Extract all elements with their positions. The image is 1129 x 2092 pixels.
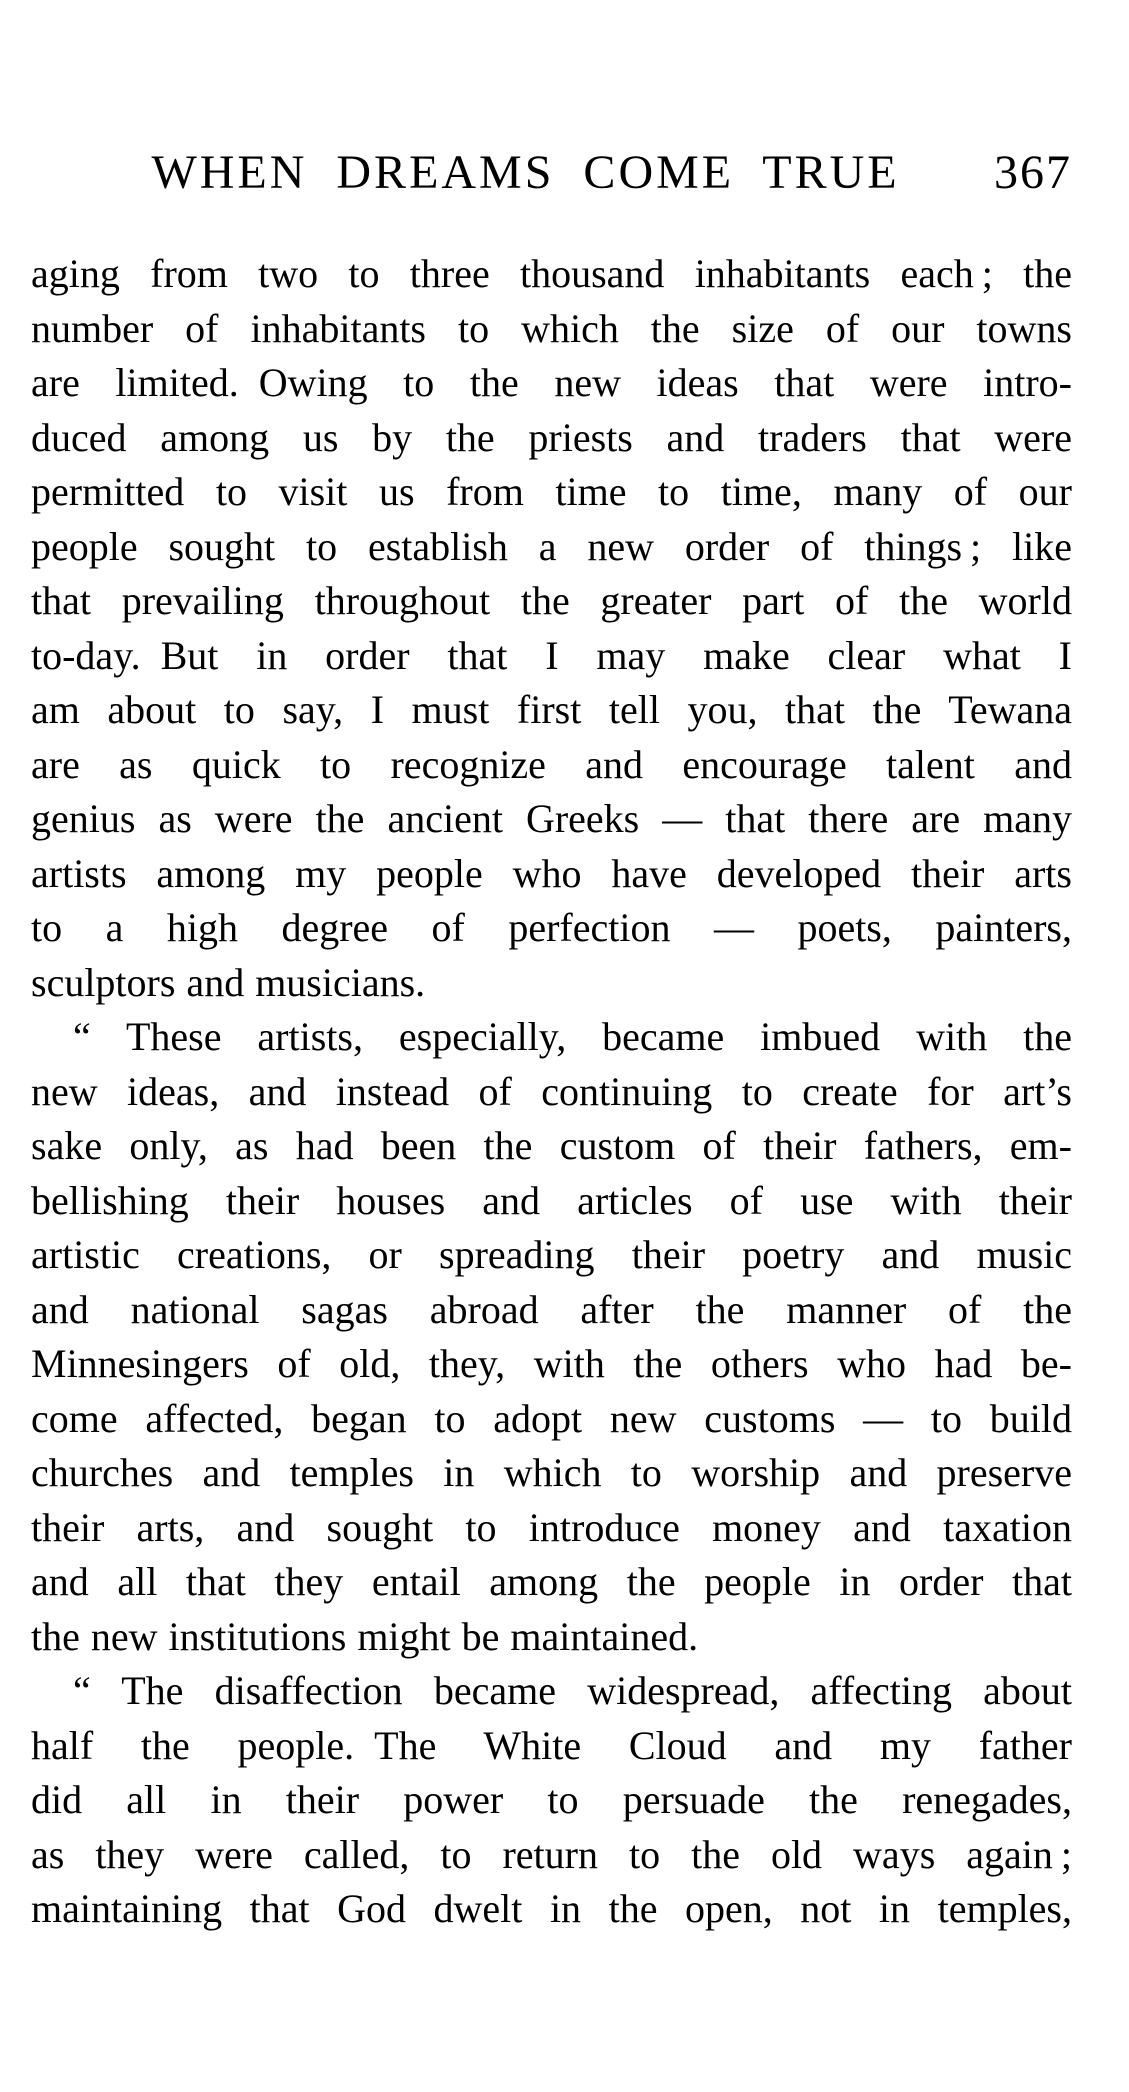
text-line: sculptors and musicians. [31, 959, 426, 1005]
text-line: their arts, and sought to introduce money and taxation [31, 1504, 1072, 1550]
text-line: people sought to establish a new order of things ; like [31, 523, 1072, 569]
text-line: and national sagas abroad after the manner of the [31, 1286, 1072, 1332]
text-line: sake only, as had been the custom of their fathers, em- [31, 1123, 1072, 1168]
text-line: bellishing their houses and articles of use with their [31, 1177, 1072, 1223]
text-line: the new institutions might be maintained. [31, 1613, 699, 1659]
text-line: permitted to visit us from time to time, many of our [31, 469, 1072, 514]
running-title: WHEN DREAMS COME TRUE [151, 146, 900, 199]
text-line: Minnesingers of old, they, with the others who had be- [31, 1341, 1072, 1386]
text-line: new ideas, and instead of continuing to create for art’s [31, 1068, 1072, 1114]
text-line: are as quick to recognize and encourage talent and [31, 741, 1072, 787]
text-line: “ These artists, especially, became imbued with the [73, 1014, 1072, 1059]
text-line: that prevailing throughout the greater part of the world [31, 578, 1072, 623]
text-line: did all in their power to persuade the renegades, [31, 1777, 1072, 1822]
text-line: am about to say, I must first tell you, that the Tewana [31, 687, 1072, 732]
page-number: 367 [994, 146, 1072, 199]
text-line: artistic creations, or spreading their poetry and music [31, 1232, 1072, 1277]
text-line: and all that they entail among the people in order that [31, 1559, 1072, 1604]
text-line: half the people. The White Cloud and my father [31, 1722, 1072, 1768]
text-line: come affected, began to adopt new customs — to build [31, 1395, 1072, 1441]
text-line: number of inhabitants to which the size of our towns [31, 305, 1072, 351]
text-line: to-day. But in order that I may make clear what I [31, 632, 1072, 678]
text-line: duced among us by the priests and traders that were [31, 414, 1072, 460]
page-header [31, 146, 1072, 199]
text-line: aging from two to three thousand inhabitants each ; the [31, 251, 1072, 296]
text-line: to a high degree of perfection — poets, painters, [31, 905, 1072, 950]
text-line: as they were called, to return to the old ways again ; [31, 1831, 1072, 1877]
text-line: genius as were the ancient Greeks — that there are many [31, 796, 1072, 841]
text-line: artists among my people who have developed their arts [31, 850, 1072, 896]
body-text [31, 247, 1072, 1937]
text-line: maintaining that God dwelt in the open, not in temples, [31, 1886, 1072, 1931]
text-line: are limited. Owing to the new ideas that were intro- [31, 360, 1072, 405]
text-line: “ The disaffection became widespread, affecting about [73, 1668, 1072, 1713]
text-line: churches and temples in which to worship and preserve [31, 1450, 1072, 1495]
